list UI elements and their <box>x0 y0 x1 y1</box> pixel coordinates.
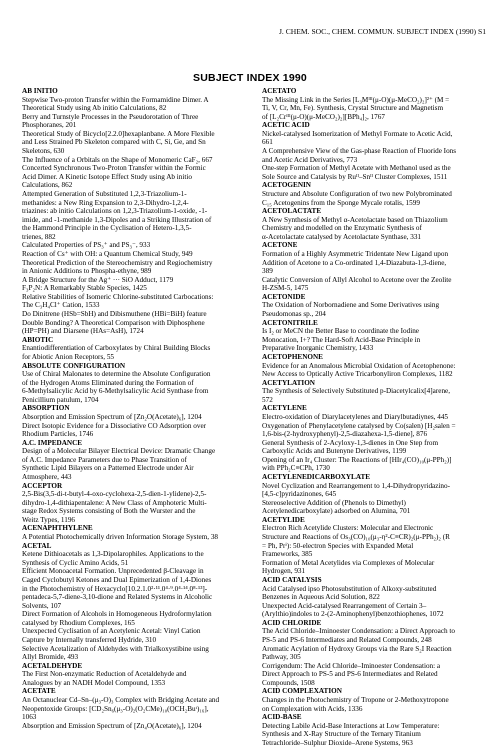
index-entry-line: Solvents, 107 <box>22 601 62 610</box>
index-entry-line: The Acid Chloride–Iminoester Condensation: a Direct Approach to <box>262 627 456 636</box>
index-entry-line: Caged Cyclobutyl Ketones and Dual Epimerization of 1,4-Diones <box>22 575 212 584</box>
index-entry-line: for Abiotic Anion Receptors, 55 <box>22 352 115 361</box>
index-heading: ACETAL <box>22 541 52 550</box>
index-entry-line: Compounds, 1508 <box>262 678 315 687</box>
index-entry-line: pentadeca-5,7-diene-3,10-dione and Related Systems in Alcoholic <box>22 593 213 602</box>
index-entry-line: Preparative Inorganic Chemistry, 1433 <box>262 344 374 353</box>
index-entry-line: trienes, 882 <box>22 232 56 241</box>
index-heading: AB INITIO <box>22 87 58 95</box>
index-entry-line: and Acetic Acid Derivatives, 773 <box>262 155 358 164</box>
index-entry-line: Sole Source and Catalysis by Ruᴵᴵ–Snᴵᴵ Cluster Complexes, 1511 <box>262 172 448 181</box>
index-entry-line: Berry and Turnstyle Processes in the Pseudorotation of Three <box>22 112 199 121</box>
index-entry-line: Ketene Dithioacetals as 1,3-Dipolarophiles. Applications to the <box>22 550 204 559</box>
index-entry-line: PS-5 and PS-6 Intermediates and Related Compounds, 248 <box>262 636 432 644</box>
index-entry-line: 2,5-Bis(3,5-di-t-butyl-4-oxo-cyclohexa-2,5-dien-1-ylidene)-2,5- <box>22 490 207 499</box>
index-heading: ACETYLENE <box>262 404 307 413</box>
index-entry-line: with PPh₂C≡CPh, 1730 <box>262 464 330 473</box>
index-entry-line: Acid Dimer. A Kinetic Isotope Effect Study using Ab initio <box>22 172 192 181</box>
index-entry-line: Absorption and Emission Spectrum of [Zn₂O(Acetate)₆], 1204 <box>22 412 202 421</box>
index-entry-line: Stereoselective Addition of (Phenols to Dimethyl) <box>262 498 406 507</box>
index-entry-line: Design of a Molecular Bilayer Electrical Device: Dramatic Change <box>22 447 216 456</box>
index-entry-line: 6-Methylsalicylic Acid by 6-Methylsalicylic Acid Synthase from <box>22 387 209 396</box>
index-entry-line: A New Synthesis of Methyl α-Acetolactate based on Thiazolium <box>262 215 448 224</box>
index-entry-line: Monocation, I+? The Hard-Soft Acid-Base Principle in <box>262 335 421 344</box>
index-entry-line: Addition of Acetone to a Co-ordinated 1,4-Diazabuta-1,3-diene, <box>262 258 447 267</box>
page-title: SUBJECT INDEX 1990 <box>193 72 307 84</box>
index-entry-line: Direct Approach to PS-5 and PS-6 Intermediates and Related <box>262 670 438 679</box>
index-entry-line: Chemistry and modelled on the Enzymatic Synthesis of <box>262 224 422 233</box>
index-entry-line: Structure and Reactions of Os₃(CO)₁₀(μ₃-η²-C≡CR)₂(μ-PPh₂)₂ (R <box>262 533 450 542</box>
index-entry-line: of the Hydrogen Atoms Eliminated during the Formation of <box>22 378 194 387</box>
index-entry-line: Detecting Labile Acid-Base Interactions at Low Temperature: <box>262 721 440 730</box>
index-entry-line: Concerted Synchronous Two-Proton Transfer within the Formic <box>22 164 206 173</box>
index-entry-line: Efficient Monoacetal Formation. Unprecedented β-Cleavage in <box>22 567 204 576</box>
index-heading: ACID COMPLEXATION <box>262 687 342 696</box>
index-entry-line: Neopentoxide Groups: [CD₂Sn₆(μ₃-O)₂(O₂CMe)₁₀(OCH₂Buᵗ)₁₆], <box>22 704 209 713</box>
index-heading: ACCEPTOR <box>22 481 63 490</box>
index-entry-line: New Access to Optically Active Tricarbonyliron Complexes, 1182 <box>262 370 453 379</box>
index-entry-line: Weitz Types, 1196 <box>22 515 76 524</box>
index-entry-line: Is I₂ or MeCN the Better Base to coordinate the Iodine <box>262 327 419 336</box>
index-heading: ACETIC ACID <box>262 121 310 130</box>
index-entry-line: Opening of an Ir₄ Cluster: The Reactions of [HIr₄(CO)₁₀(μ-PPh₂)] <box>262 455 452 464</box>
index-heading: ACID CHLORIDE <box>262 618 322 627</box>
index-entry-line: 1,6-bis-(2-hydroxyphenyl)-2,5-diazahexa-1,5-diene], 876 <box>262 430 428 439</box>
index-entry-line: the Hammond Principle in the Cyclisation of Hetero-1,3,5- <box>22 224 192 233</box>
index-entry-line: Theoretical Study using Ab initio Calculations, 82 <box>22 104 167 113</box>
index-entry-line: A Bridge Structure for the Ag⁺ ··· SiO Adduct, 1179 <box>22 275 174 284</box>
index-entry-line: Changes in the Photochemistry of Tropone or 2-Methoxytropone <box>262 696 449 705</box>
index-entry-line: 661 <box>262 138 273 147</box>
index-entry-line: Formation of a Highly Asymmetric Tridentate New Ligand upon <box>262 249 449 258</box>
index-entry-line: Ti, V, Cr, Mn, Fe). Synthesis, Crystal Structure and Magnetism <box>262 104 444 113</box>
index-heading: ACENAPHTHYLENE <box>22 524 93 533</box>
index-entry-line: Do Dinitrene (HSb=SbH) and Dibismuthene (HBi=BiH) feature <box>22 310 207 319</box>
index-entry-line: Synthesis and X-Ray Structure of the Ternary Titanium <box>262 730 421 739</box>
index-entry-line: catalysed by Rhodium Complexes, 165 <box>22 618 135 627</box>
index-entry-line: Theoretical Prediction of the Stereochemistry and Regiochemistry <box>22 258 213 267</box>
index-heading: ACETYLIDE <box>262 515 305 524</box>
index-entry-line: and Less Strained Pb Skeleton compared with C, Si, Ge, and Sn <box>22 138 206 147</box>
index-heading: ACETONIDE <box>262 292 306 301</box>
index-entry-line: Penicillium patulum, 1704 <box>22 395 99 404</box>
index-entry-line: Reaction of Cs⁺ with OH: a Quantum Chemical Study, 949 <box>22 249 193 258</box>
index-entry-line: The First Non-enzymatic Reduction of Acetaldehyde and <box>22 670 187 679</box>
index-entry-line: Carboxylic Acids and Butenyne Derivatives, 1199 <box>262 447 407 456</box>
index-entry-line: Acetylenedicarboxylate) adsorbed on Alumina, 701 <box>262 507 411 516</box>
index-entry-line: Aromatic Acylation of Hydroxy Groups via the Rare S₂I Reaction <box>262 644 452 653</box>
index-entry-line: Direct Formation of Alcohols in Homogeneous Hydroformylation <box>22 610 212 619</box>
index-entry-line: 1063 <box>22 713 37 722</box>
index-entry-line: Acid Catalysed ipso Photosubstitution of Alkoxy-substituted <box>262 584 437 593</box>
index-entry-line: Allyl Bromide, 493 <box>22 653 79 662</box>
index-heading: ACETATO <box>262 87 297 95</box>
index-entry-line: triazines: ab initio Calculations on 1,2,3-Triazolium-1-oxide, -1- <box>22 207 208 216</box>
index-entry-line: Absorption and Emission Spectrum of [Zn₄O(Acetate)₆], 1204 <box>22 721 202 730</box>
index-heading: ABSOLUTE CONFIGURATION <box>22 361 126 370</box>
index-entry-line: An Octanuclear Cd–Sn–(μ₃-O)₃ Complex with Bridging Acetate and <box>22 696 220 705</box>
index-entry-line: Unexpected Cyclisation of an Acetylenic Acetal: Vinyl Cation <box>22 627 201 636</box>
index-heading: ACETOGENIN <box>262 181 311 190</box>
index-entry-line: Corrigendum: The Acid Chloride–Iminoester Condensation: a <box>262 661 441 670</box>
index-entry-line: General Synthesis of 2-Acyloxy-1,3-dienes in One Step from <box>262 438 439 447</box>
index-entry-line: Hydrogen, 931 <box>262 567 306 576</box>
index-entry-line: The C₃H₄Cl⁺ Cation, 1533 <box>22 301 100 310</box>
index-entry-line: on Complexation with Acids, 1336 <box>262 704 363 713</box>
index-heading: ACID-BASE <box>262 713 302 722</box>
index-entry-line: Selective Acetalization of Aldehydes with Trialkoxystibine using <box>22 644 209 653</box>
index-entry-line: Attempted Generation of Substituted 1,2,3-Triazolium-1- <box>22 189 187 198</box>
index-entry-line: α-Acetolactate catalysed by Acetolactate Synthase, 331 <box>262 232 422 241</box>
index-entry-line: 389 <box>262 267 273 276</box>
index-entry-line: Catalytic Conversion of Allyl Alcohol to Acetone over the Zeolite <box>262 275 452 284</box>
index-entry-line: Synthetic Lipid Bilayers on a Patterned Electrode under Air <box>22 464 194 473</box>
index-entry-line: of [L₂Crᴵᴵᴵ(μ-O)(μ-MeCO₂)₂][BPh₄]₂, 1767 <box>262 112 385 121</box>
index-entry-line: Electro-oxidation of Diarylacetylenes and Diarylbutadiynes, 445 <box>262 412 449 421</box>
index-column-left <box>22 87 243 730</box>
index-entry-line: Phosphoranes, 201 <box>22 121 77 130</box>
index-entry-line: Formation of Metal Acetylides via Complexes of Molecular <box>262 558 435 567</box>
index-heading: ACETOPHENONE <box>262 352 323 361</box>
index-entry-line: Frameworks, 385 <box>262 550 313 559</box>
index-heading: ACETOLACTATE <box>262 207 322 216</box>
index-entry-line: (HP=PH) and Diarsene (HAs=AsH), 1724 <box>22 327 144 336</box>
index-entry-line: Evidence for an Anomalous Microbial Oxidation of Acetophenone: <box>262 361 456 370</box>
index-heading: ACETONE <box>262 241 298 250</box>
index-entry-line: methanides: a New Ring Expansion to 2,3-Dihydro-1,2,4- <box>22 198 189 207</box>
index-entry-line: Pathway, 305 <box>262 653 301 662</box>
index-entry-line: stage Redox Systems consisting of Both the Wurster and the <box>22 507 196 516</box>
index-entry-line: One-step Formation of Methyl Acetate with Methanol used as the <box>262 164 451 173</box>
index-heading: ACETYLENEDICARBOXYLATE <box>262 473 371 482</box>
index-entry-line: Capture by Internally transferred Hydride, 310 <box>22 636 157 644</box>
index-heading: ACETALDEHYDE <box>22 661 83 670</box>
index-entry-line: H-ZSM-5, 1475 <box>262 284 309 293</box>
index-entry-line: Pseudomonas sp., 204 <box>262 310 326 319</box>
index-entry-line: Calculated Properties of PS₃⁺ and PS₃⁻, 933 <box>22 241 151 250</box>
index-entry-line: Analogues by an NADH Model Compound, 1353 <box>22 678 166 687</box>
index-heading: ABSORPTION <box>22 404 70 413</box>
index-entry-line: Tetrachloride–Sulphur Dioxide–Arene Systems, 963 <box>262 738 413 747</box>
index-entry-line: Use of Chiral Malonates to determine the Absolute Configuration <box>22 370 211 379</box>
index-entry-line: Nickel-catalysed Isomerization of Methyl Formate to Acetic Acid, <box>262 129 453 138</box>
index-entry-line: Skeletons, 630 <box>22 147 65 156</box>
index-entry-line: Structure and Absolute Configuration of two new Polybrominated <box>262 189 452 198</box>
index-entry-line: Double Bonding? A Theoretical Comparison with Diphosphene <box>22 318 205 327</box>
index-entry-line: dihydro-1,4-dithiapentalene: A New Class of Amphoteric Multi- <box>22 498 207 507</box>
index-entry-line: Stepwise Two-proton Transfer within the Formamidine Dimer. A <box>22 95 209 104</box>
index-entry-line: Synthesis of Cyclic Amino Acids, 51 <box>22 558 129 567</box>
index-entry-line: The Oxidation of Norbornadiene and Some Derivatives using <box>262 301 440 310</box>
index-entry-line: imide, and -1-methanide 1,3-Dipoles and a Striking Illustration of <box>22 215 212 224</box>
index-entry-line: Atmosphere, 443 <box>22 473 72 482</box>
index-entry-line: in the Photochemistry of Hexacyclo[10.2.1.0²·¹¹.0⁴·⁹.0⁴·¹⁴.0⁸·¹³]- <box>22 584 208 593</box>
running-head: J. CHEM. SOC., CHEM. COMMUN. SUBJECT INDEX (1990) S1 <box>278 27 486 36</box>
index-entry-line: Theoretical Study of Bicyclo[2.2.0]hexaplanbane. A More Flexible <box>22 129 215 138</box>
index-entry-line: A Potential Photochemically driven Information Storage System, 38 <box>22 533 219 542</box>
index-entry-line: Enantiodifferentiation of Carboxylates by Chiral Building Blocks <box>22 344 211 353</box>
index-heading: ABIOTIC <box>22 335 54 344</box>
index-entry-line: in Anionic Additions to Phospha-ethyne, 989 <box>22 267 152 276</box>
index-entry-line: Oxygenation of Phenylacetylene catalysed by Co(salen) [H₂salen = <box>262 421 456 430</box>
index-entry-line: Calculations, 862 <box>22 181 73 190</box>
index-entry-line: A Comprehensive View of the Gas-phase Reaction of Fluoride Ions <box>262 147 457 156</box>
index-heading: ACID CATALYSIS <box>262 575 322 584</box>
index-heading: A.C. IMPEDANCE <box>22 438 83 447</box>
index-entry-line: The Influence of a Orbitals on the Shape of Monomeric CaF₂, 667 <box>22 155 213 164</box>
index-entry-line: 572 <box>262 395 273 404</box>
index-entry-line: Direct Isotopic Evidence for a Dissociative CO Adsorption over <box>22 421 207 430</box>
index-entry-line: The Missing Link in the Series [L₃Mᴵᴵᴵ(μ-O)(μ-MeCO₂)₂]²⁺ (M = <box>262 95 450 104</box>
index-entry-line: Electron Rich Acetylide Clusters: Molecular and Electronic <box>262 524 434 533</box>
index-entry-line: = Ph, Prⁱ): 50-electron Species with Expanded Metal <box>262 541 414 550</box>
index-entry-line: of A.C. Impedance Parameters due to Phase Transition of <box>22 455 187 464</box>
index-column-right <box>262 87 483 748</box>
index-entry-line: F₃P₂N: A Remarkably Stable Species, 1425 <box>22 284 147 293</box>
index-entry-line: The Synthesis of Selectively Substituted p-Diacetylcalix[4]arene, <box>262 387 451 396</box>
index-entry-line: Unexpected Acid-catalysed Rearrangement of Certain 3– <box>262 601 427 610</box>
index-entry-line: (Arylthio)indoles to 2-(2-Aminophenyl)benzothiophenes, 1072 <box>262 610 444 619</box>
index-heading: ACETATE <box>22 687 56 696</box>
index-entry-line: Benzenes in Aqueous Acid Solution, 822 <box>262 593 380 602</box>
index-heading: ACETYLATION <box>262 378 315 387</box>
index-entry-line: C₁₅ Acetogenins from the Sponge Mycale rotalis, 1599 <box>262 198 420 207</box>
index-entry-line: Relative Stabilities of Isomeric Chlorine-substituted Carbocations: <box>22 292 214 301</box>
index-entry-line: [4,5-c]pyridazinones, 645 <box>262 490 337 499</box>
index-heading: ACETONITRILE <box>262 318 318 327</box>
index-entry-line: Novel Cyclization and Rearrangement to 1,4-Dihydropyridazino- <box>262 481 451 490</box>
index-entry-line: Rhodium Particles, 1746 <box>22 430 94 439</box>
